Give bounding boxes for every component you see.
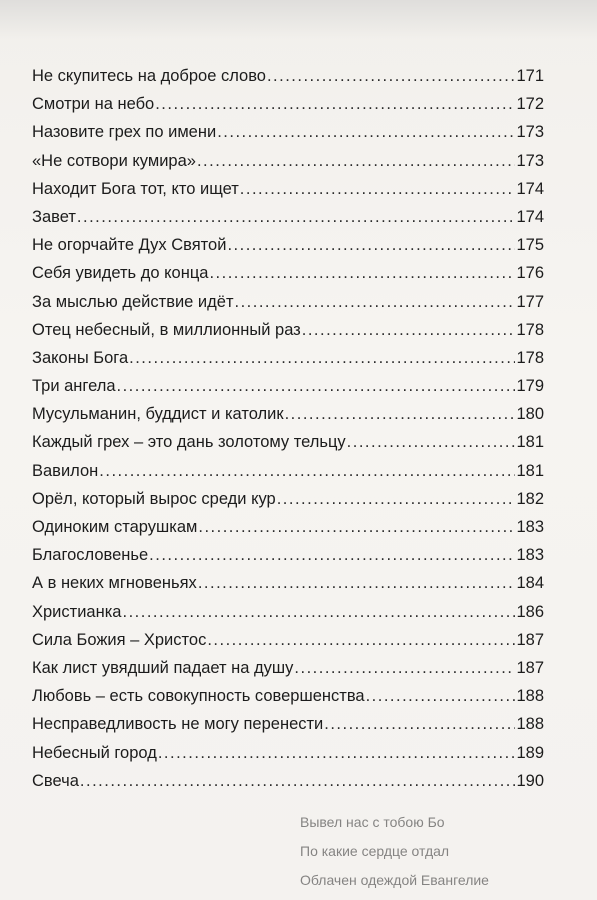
toc-entry — [32, 767, 544, 795]
toc-entry-title: Любовь – есть совокупность совершенства — [32, 687, 365, 706]
toc-entry-title: Как лист увядший падает на душу — [32, 658, 294, 677]
toc-entry — [32, 175, 544, 203]
toc-entry-page: 190 — [516, 771, 544, 790]
toc-entry-title: Небесный город — [32, 743, 157, 762]
toc-entry-page: 183 — [516, 546, 544, 565]
toc-entry-page: 183 — [516, 518, 544, 536]
dot-leader — [324, 710, 515, 738]
toc-entry-page: 181 — [516, 461, 544, 480]
toc-entry-page: 182 — [516, 489, 544, 508]
dot-leader — [77, 203, 515, 231]
toc-entry-page: 177 — [516, 292, 544, 311]
toc-entry — [32, 569, 544, 597]
dot-leader — [129, 344, 515, 372]
dot-leader — [122, 598, 515, 626]
toc-entry-page: 172 — [516, 95, 544, 114]
dot-leader — [240, 175, 515, 203]
toc-entry-page: 188 — [516, 687, 544, 706]
toc-entry — [32, 626, 544, 654]
dot-leader — [80, 767, 515, 795]
toc-entry — [32, 203, 544, 231]
dot-leader — [227, 231, 515, 259]
dot-leader — [207, 626, 515, 654]
dot-leader — [197, 147, 515, 175]
toc-entry-title: Благословенье — [32, 546, 149, 565]
toc-entry-page: 184 — [516, 574, 544, 593]
dot-leader — [158, 739, 515, 767]
toc-entry-title: За мыслью действие идёт — [32, 292, 234, 311]
bleed-through-text — [300, 808, 597, 895]
dot-leader — [347, 428, 515, 456]
toc-entry — [32, 739, 544, 767]
toc-entry-title: Завет — [32, 207, 76, 226]
toc-entry-title: Каждый грех – это дань золотому тельцу — [32, 433, 346, 452]
toc-entry — [32, 372, 544, 400]
dot-leader — [285, 400, 515, 428]
toc-entry-page: 180 — [516, 405, 544, 424]
toc-entry-page: 186 — [516, 602, 544, 621]
toc-entry-title: Вавилон — [32, 461, 99, 480]
toc-entry — [32, 457, 544, 485]
toc-entry — [32, 598, 544, 626]
toc-entry-title: Христианка — [32, 602, 122, 621]
dot-leader — [198, 513, 515, 541]
toc-entry-page: 179 — [516, 377, 544, 396]
toc-entry — [32, 710, 544, 738]
dot-leader — [209, 259, 515, 287]
bleed-through-line: Облачен одеждой Евангелие — [300, 872, 489, 888]
toc-entry — [32, 62, 544, 90]
table-of-contents — [32, 62, 544, 795]
toc-entry-page: 187 — [516, 658, 544, 677]
toc-entry — [32, 485, 544, 513]
toc-entry-title: Мусульманин, буддист и католик — [32, 405, 284, 424]
toc-entry-title: Три ангела — [32, 377, 116, 396]
dot-leader — [302, 316, 515, 344]
bleed-through-line: По какие сердце отдал — [300, 843, 450, 859]
top-edge-smudge — [0, 0, 597, 40]
dot-leader — [277, 485, 515, 513]
dot-leader — [149, 541, 515, 569]
toc-entry — [32, 90, 544, 118]
toc-entry-page: 188 — [516, 715, 544, 734]
toc-entry-page: 176 — [516, 264, 544, 283]
toc-entry — [32, 344, 544, 372]
toc-entry — [32, 400, 544, 428]
toc-entry-title: Смотри на небо — [32, 95, 155, 114]
dot-leader — [366, 682, 515, 710]
dot-leader — [217, 118, 515, 146]
toc-entry-title: Находит Бога тот, кто ищет — [32, 179, 239, 198]
dot-leader — [267, 62, 515, 90]
toc-entry-page: 174 — [516, 179, 544, 198]
toc-entry-title: Орёл, который вырос среди кур — [32, 489, 276, 508]
toc-entry-title: Несправедливость не могу перенести — [32, 715, 324, 734]
toc-entry-title: Свеча — [32, 771, 79, 790]
dot-leader — [155, 90, 515, 118]
toc-entry-page: 173 — [516, 123, 544, 142]
toc-entry-page: 173 — [516, 151, 544, 170]
toc-entry-page: 178 — [516, 320, 544, 339]
toc-entry-title: Не огорчайте Дух Святой — [32, 236, 227, 255]
dot-leader — [117, 372, 515, 400]
toc-entry — [32, 288, 544, 316]
toc-entry-page: 171 — [516, 67, 544, 85]
toc-entry-title: «Не сотвори кумира» — [32, 151, 196, 170]
toc-entry-title: Не скупитесь на доброе слово — [32, 67, 266, 85]
dot-leader — [198, 569, 515, 597]
toc-entry-title: Отец небесный, в миллионный раз — [32, 320, 301, 339]
dot-leader — [294, 654, 515, 682]
dot-leader — [235, 288, 515, 316]
toc-entry — [32, 513, 544, 541]
toc-entry — [32, 682, 544, 710]
toc-entry — [32, 147, 544, 175]
toc-entry-title: А в неких мгновеньях — [32, 574, 197, 593]
toc-entry-page: 181 — [516, 433, 544, 452]
toc-entry-page: 174 — [516, 207, 544, 226]
toc-entry — [32, 118, 544, 146]
toc-entry — [32, 316, 544, 344]
dot-leader — [99, 457, 515, 485]
toc-entry-title: Сила Божия – Христос — [32, 630, 207, 649]
toc-entry-title: Назовите грех по имени — [32, 123, 217, 142]
toc-entry — [32, 541, 544, 569]
toc-entry — [32, 654, 544, 682]
toc-entry-title: Себя увидеть до конца — [32, 264, 209, 283]
toc-entry-title: Одиноким старушкам — [32, 518, 198, 536]
toc-entry-page: 175 — [516, 236, 544, 255]
toc-entry-page: 178 — [516, 348, 544, 367]
toc-entry-title: Законы Бога — [32, 348, 129, 367]
toc-entry — [32, 259, 544, 287]
toc-entry — [32, 231, 544, 259]
toc-entry — [32, 428, 544, 456]
toc-entry-page: 189 — [516, 743, 544, 762]
bleed-through-line: Вывел нас с тобою Бо — [300, 814, 445, 830]
toc-entry-page: 187 — [516, 630, 544, 649]
